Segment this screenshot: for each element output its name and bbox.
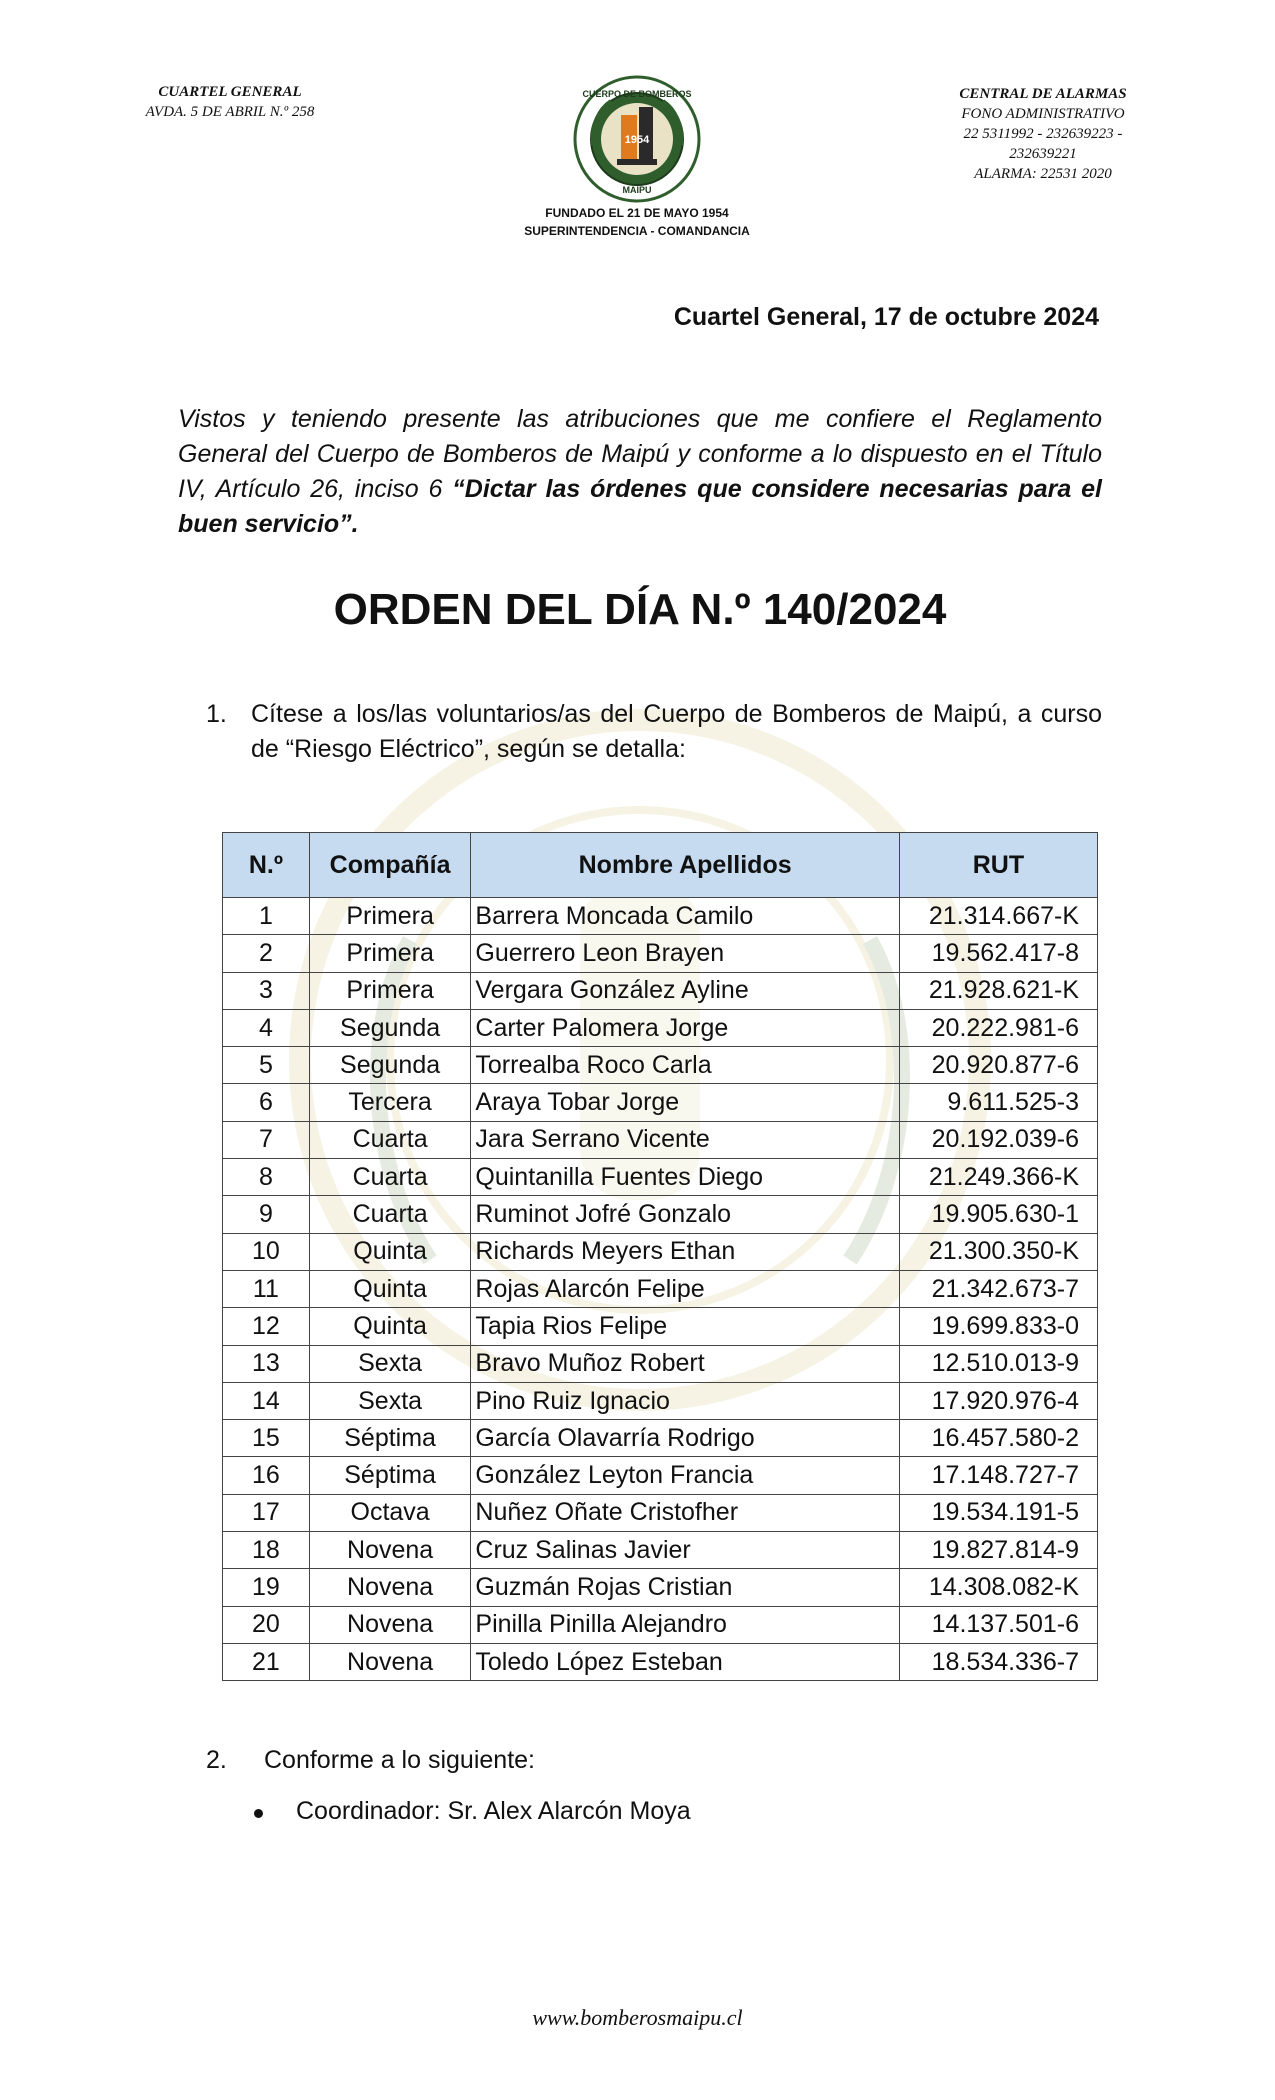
cell-number: 8 (223, 1159, 310, 1196)
table-header-row (223, 833, 1098, 898)
cell-company: Cuarta (309, 1121, 471, 1158)
cell-rut: 20.920.877-6 (899, 1047, 1097, 1084)
cell-name: Jara Serrano Vicente (471, 1121, 899, 1158)
cell-name: Toledo López Esteban (471, 1643, 899, 1680)
cell-rut: 14.308.082-K (899, 1569, 1097, 1606)
list-item-2 (206, 1746, 535, 1775)
founding-info (480, 204, 794, 240)
cell-rut: 17.148.727-7 (899, 1457, 1097, 1494)
cell-name: Barrera Moncada Camilo (471, 898, 899, 935)
list-item-number: 1. (206, 700, 227, 728)
cell-company: Novena (309, 1569, 471, 1606)
cell-company: Novena (309, 1643, 471, 1680)
table-row (223, 1009, 1098, 1046)
cell-company: Cuarta (309, 1196, 471, 1233)
cell-company: Novena (309, 1606, 471, 1643)
list-item-text: Conforme a lo siguiente: (264, 1746, 535, 1774)
footer-website: www.bomberosmaipu.cl (532, 2005, 743, 2030)
cell-name: Guzmán Rojas Cristian (471, 1569, 899, 1606)
cell-name: Torrealba Roco Carla (471, 1047, 899, 1084)
table-row (223, 1457, 1098, 1494)
cell-number: 6 (223, 1084, 310, 1121)
cell-company: Primera (309, 935, 471, 972)
cell-company: Sexta (309, 1382, 471, 1419)
cell-company: Quinta (309, 1308, 471, 1345)
header-name: Nombre Apellidos (471, 833, 899, 898)
header-right-line: 232639221 (1009, 146, 1077, 162)
cell-name: Araya Tobar Jorge (471, 1084, 899, 1121)
department-line: SUPERINTENDENCIA - COMANDANCIA (524, 224, 750, 238)
header-right-title: CENTRAL DE ALARMAS (959, 86, 1127, 102)
cell-company: Sexta (309, 1345, 471, 1382)
cell-number: 16 (223, 1457, 310, 1494)
cell-number: 11 (223, 1270, 310, 1307)
fire-department-logo (573, 75, 701, 203)
table-row (223, 898, 1098, 935)
cell-rut: 19.699.833-0 (899, 1308, 1097, 1345)
bullet-dot (254, 1809, 263, 1818)
intro-quote: “Dictar las órdenes que considere necesarias para el buen servicio”. (178, 475, 1102, 538)
table-row (223, 1382, 1098, 1419)
cell-name: Rojas Alarcón Felipe (471, 1270, 899, 1307)
list-item-number: 2. (206, 1746, 227, 1774)
cell-name: Cruz Salinas Javier (471, 1532, 899, 1569)
cell-name: Guerrero Leon Brayen (471, 935, 899, 972)
cell-number: 21 (223, 1643, 310, 1680)
founded-line: FUNDADO EL 21 DE MAYO 1954 (545, 206, 729, 220)
cell-company: Quinta (309, 1233, 471, 1270)
logo-text-bottom: MAIPU (622, 185, 652, 195)
cell-rut: 19.827.814-9 (899, 1532, 1097, 1569)
header-right-line: ALARMA: 22531 2020 (974, 166, 1112, 182)
cell-name: Ruminot Jofré Gonzalo (471, 1196, 899, 1233)
cell-number: 7 (223, 1121, 310, 1158)
cell-rut: 21.342.673-7 (899, 1270, 1097, 1307)
cell-number: 2 (223, 935, 310, 972)
header-left-address (120, 82, 340, 122)
cell-number: 5 (223, 1047, 310, 1084)
cell-number: 19 (223, 1569, 310, 1606)
cell-number: 14 (223, 1382, 310, 1419)
cell-company: Octava (309, 1494, 471, 1531)
cell-number: 20 (223, 1606, 310, 1643)
cell-name: Tapia Rios Felipe (471, 1308, 899, 1345)
table-row (223, 972, 1098, 1009)
cell-company: Cuarta (309, 1159, 471, 1196)
header-right-line: FONO ADMINISTRATIVO (961, 106, 1125, 122)
table-row (223, 935, 1098, 972)
table-row (223, 1345, 1098, 1382)
cell-name: González Leyton Francia (471, 1457, 899, 1494)
cell-number: 10 (223, 1233, 310, 1270)
cell-name: Nuñez Oñate Cristofher (471, 1494, 899, 1531)
cell-rut: 21.928.621-K (899, 972, 1097, 1009)
cell-rut: 12.510.013-9 (899, 1345, 1097, 1382)
date-line: Cuartel General, 17 de octubre 2024 (673, 303, 1099, 331)
cell-company: Séptima (309, 1457, 471, 1494)
cell-rut: 20.192.039-6 (899, 1121, 1097, 1158)
cell-rut: 21.300.350-K (899, 1233, 1097, 1270)
cell-rut: 16.457.580-2 (899, 1420, 1097, 1457)
cell-company: Tercera (309, 1084, 471, 1121)
cell-rut: 14.137.501-6 (899, 1606, 1097, 1643)
cell-company: Novena (309, 1532, 471, 1569)
cell-rut: 9.611.525-3 (899, 1084, 1097, 1121)
table-row (223, 1084, 1098, 1121)
cell-rut: 17.920.976-4 (899, 1382, 1097, 1419)
logo-text-top: CUERPO DE BOMBEROS (582, 89, 692, 99)
bullet-text: Coordinador: Sr. Alex Alarcón Moya (296, 1797, 691, 1825)
cell-rut: 19.905.630-1 (899, 1196, 1097, 1233)
cell-company: Séptima (309, 1420, 471, 1457)
list-item-text: Cítese a los/las voluntarios/as del Cuerpo de Bomberos de Maipú, a curso de “Riesgo Eléctrico”, según se detalla: (251, 700, 1102, 763)
cell-name: Carter Palomera Jorge (471, 1009, 899, 1046)
cell-name: Pino Ruiz Ignacio (471, 1382, 899, 1419)
cell-name: Vergara González Ayline (471, 972, 899, 1009)
intro-text: Vistos y teniendo presente las atribuciones que me confiere el Reglamento General del Cuerpo de Bomberos de Maipú y conforme a lo dispuesto en el Título IV, Artículo 26, inciso 6 (178, 405, 1102, 503)
table-row (223, 1643, 1098, 1680)
cell-number: 18 (223, 1532, 310, 1569)
cell-rut: 21.249.366-K (899, 1159, 1097, 1196)
cell-name: García Olavarría Rodrigo (471, 1420, 899, 1457)
table-row (223, 1420, 1098, 1457)
header-right-contact (945, 84, 1141, 184)
cell-name: Bravo Muñoz Robert (471, 1345, 899, 1382)
table-row (223, 1494, 1098, 1531)
header-rut: RUT (899, 833, 1097, 898)
cell-company: Primera (309, 898, 471, 935)
table-row (223, 1270, 1098, 1307)
cell-number: 1 (223, 898, 310, 935)
cell-number: 12 (223, 1308, 310, 1345)
header-left-title: CUARTEL GENERAL (158, 84, 302, 100)
table-row (223, 1047, 1098, 1084)
table-row (223, 1569, 1098, 1606)
cell-name: Pinilla Pinilla Alejandro (471, 1606, 899, 1643)
cell-number: 17 (223, 1494, 310, 1531)
header-right-line: 22 5311992 - 232639223 - (963, 126, 1123, 142)
cell-rut: 19.562.417-8 (899, 935, 1097, 972)
cell-name: Richards Meyers Ethan (471, 1233, 899, 1270)
page-title: ORDEN DEL DÍA N.º 140/2024 (333, 585, 947, 634)
volunteers-table (222, 832, 1098, 1681)
table-row (223, 1233, 1098, 1270)
cell-company: Segunda (309, 1047, 471, 1084)
cell-rut: 18.534.336-7 (899, 1643, 1097, 1680)
table-row (223, 1308, 1098, 1345)
header-left-address-line: AVDA. 5 DE ABRIL N.º 258 (145, 104, 315, 120)
cell-rut: 19.534.191-5 (899, 1494, 1097, 1531)
cell-company: Segunda (309, 1009, 471, 1046)
table-body (223, 898, 1098, 1681)
header-number: N.º (223, 833, 310, 898)
cell-name: Quintanilla Fuentes Diego (471, 1159, 899, 1196)
table-row (223, 1606, 1098, 1643)
cell-number: 13 (223, 1345, 310, 1382)
table-row (223, 1196, 1098, 1233)
cell-number: 15 (223, 1420, 310, 1457)
cell-number: 9 (223, 1196, 310, 1233)
logo-year: 1954 (624, 134, 650, 146)
table-row (223, 1121, 1098, 1158)
cell-rut: 21.314.667-K (899, 898, 1097, 935)
cell-number: 3 (223, 972, 310, 1009)
cell-company: Quinta (309, 1270, 471, 1307)
cell-number: 4 (223, 1009, 310, 1046)
table-row (223, 1532, 1098, 1569)
cell-rut: 20.222.981-6 (899, 1009, 1097, 1046)
table-row (223, 1159, 1098, 1196)
header-company: Compañía (309, 833, 471, 898)
cell-company: Primera (309, 972, 471, 1009)
intro-paragraph (178, 402, 1102, 542)
